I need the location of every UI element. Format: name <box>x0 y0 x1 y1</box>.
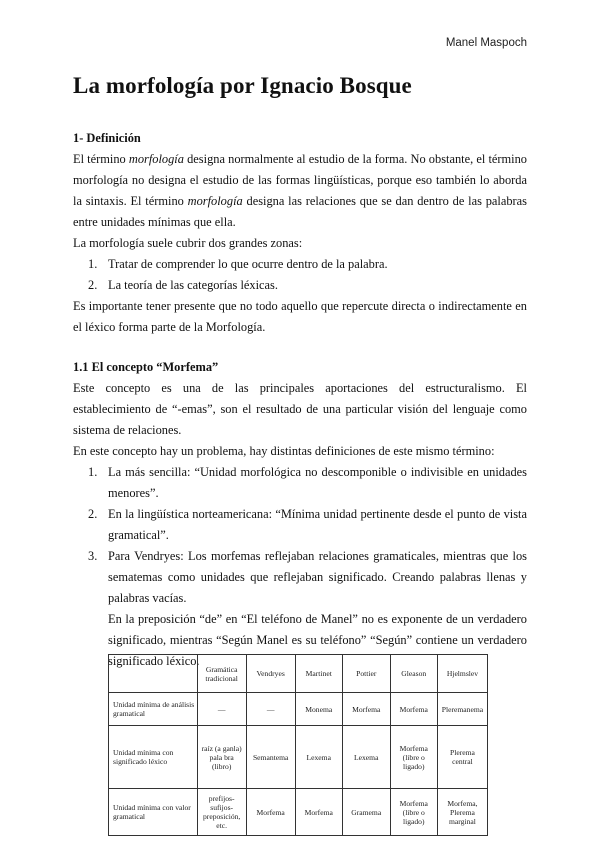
document-body <box>73 128 527 672</box>
table-cell: Morfema <box>390 693 437 726</box>
page-title: La morfología por Ignacio Bosque <box>73 73 412 98</box>
section-1-1-heading: 1.1 El concepto “Morfema” <box>73 360 219 374</box>
table-cell: Monema <box>295 693 342 726</box>
table-row <box>109 789 488 836</box>
table-row <box>109 693 488 726</box>
table-cell: Morfema <box>246 789 295 836</box>
table-cell: raíz (a ganla) pala bra (libro) <box>197 726 246 789</box>
table-header-cell: Vendryes <box>246 655 295 693</box>
table-cell: prefijos-sufijos-preposición, etc. <box>197 789 246 836</box>
table-cell: Morfema (libre o ligado) <box>390 789 437 836</box>
table-header-cell: Pottier <box>342 655 390 693</box>
table-cell: Morfema <box>342 693 390 726</box>
table-cell: Semantema <box>246 726 295 789</box>
table-cell: Morfema, Plerema marginal <box>437 789 487 836</box>
table-cell: Unidad mínima de análisis gramatical <box>109 693 198 726</box>
morpheme-comparison-table <box>108 654 488 836</box>
table-cell: Pleremanema <box>437 693 487 726</box>
table-cell: Lexema <box>342 726 390 789</box>
table-header-row <box>109 655 488 693</box>
table-cell: Unidad mínima con significado léxico <box>109 726 198 789</box>
list-item: 3. Para Vendryes: Los morfemas reflejaban relaciones gramaticales, mientras que los sematemas como unidades que reflejaban significado. Creando palabras llenas y palabras vacías. <box>88 549 527 605</box>
list-item: 2. La teoría de las categorías léxicas. <box>88 278 278 292</box>
list-item: 2. En la lingüística norteamericana: “Mínima unidad pertinente desde el punto de vista gramatical”. <box>88 507 527 542</box>
term-morfologia: morfología <box>187 194 243 208</box>
table-header-cell: Hjelmslev <box>437 655 487 693</box>
definitions-list <box>73 462 527 609</box>
table-header-cell <box>109 655 198 693</box>
section-1-heading: 1- Definición <box>73 131 141 145</box>
table-cell: — <box>197 693 246 726</box>
table-row <box>109 726 488 789</box>
table-cell: Lexema <box>295 726 342 789</box>
list-item: 1. La más sencilla: “Unidad morfológica no descomponible o indivisible en unidades menores”. <box>88 465 527 500</box>
section-1-paragraph-1: El término morfología designa normalmente al estudio de la forma. No obstante, el término morfología no designa el estudio de las formas lingüísticas, porque eso también lo aborda la sintaxis. El término morfología designa las relaciones que se dan dentro de las palabras entre unidades mínimas que ella. <box>73 152 528 229</box>
table-cell: Plerema central <box>437 726 487 789</box>
term-morfologia: morfología <box>128 152 184 166</box>
page-header-author: Manel Maspoch <box>445 37 527 49</box>
section-1-1-paragraph-3: En la preposición “de” en “El teléfono de Manel” no es exponente de un verdadero significado, mientras “Según Manel es su teléfono” “Según” contiene un verdadero significado léxico. <box>108 612 527 668</box>
list-item: 1. Tratar de comprender lo que ocurre dentro de la palabra. <box>88 257 388 271</box>
table-cell: Unidad mínima con valor gramatical <box>109 789 198 836</box>
section-1-paragraph-3: Es importante tener presente que no todo aquello que repercute directa o indirectamente en el léxico forma parte de la Morfología. <box>73 299 527 334</box>
section-1-1-paragraph-1: Este concepto es una de las principales aportaciones del estructuralismo. El establecimiento de “-emas”, son el resultado de una particular visión del lenguaje como sistema de relaciones. <box>73 381 527 437</box>
table-cell: Gramema <box>342 789 390 836</box>
section-1-paragraph-2: La morfología suele cubrir dos grandes zonas: <box>73 236 303 250</box>
table-cell: — <box>246 693 295 726</box>
section-1-1-paragraph-2: En este concepto hay un problema, hay distintas definiciones de este mismo término: <box>73 444 495 458</box>
table-header-cell: Gramática tradicional <box>197 655 246 693</box>
table-cell: Morfema (libre o ligado) <box>390 726 437 789</box>
table-header-cell: Gleason <box>390 655 437 693</box>
table-header-cell: Martinet <box>295 655 342 693</box>
table-cell: Morfema <box>295 789 342 836</box>
zones-list <box>73 254 527 296</box>
